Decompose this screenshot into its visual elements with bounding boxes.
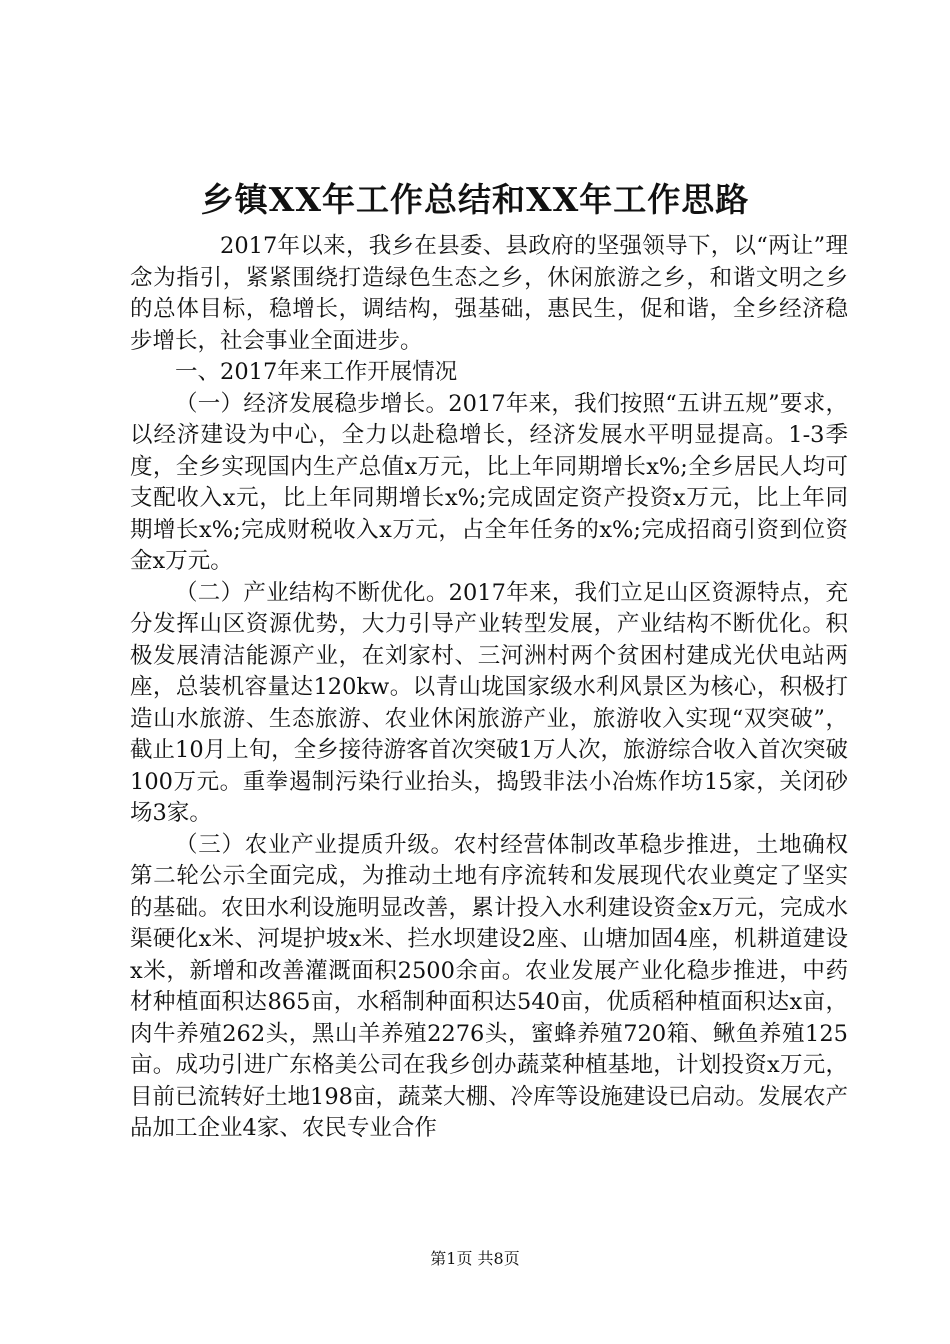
intro-paragraph: 2017年以来，我乡在县委、县政府的坚强领导下，以“两让”理念为指引，紧紧围绕打造绿色生态之乡，休闲旅游之乡，和谐文明之乡的总体目标，稳增长，调结构，强基础，惠民生，促和谐，全乡经济稳步增长，社会事业全面进步。 [130,233,848,354]
document-title: 乡镇XX年工作总结和XX年工作思路 [200,180,750,219]
document-body [130,231,848,1145]
section-heading: 一、2017年来工作开展情况 [175,359,458,385]
page-footer: 第1页 共8页 [430,1249,520,1268]
paragraph-industry: （二）产业结构不断优化。2017年来，我们立足山区资源特点，充分发挥山区资源优势，大力引导产业转型发展，产业结构不断优化。积极发展清洁能源产业，在刘家村、三河洲村两个贫困村建成光伏电站两座，总装机容量达120kw。以青山垅国家级水利风景区为核心，积极打造山水旅游、生态旅游、农业休闲旅游产业，旅游收入实现“双突破”，截止10月上旬，全乡接待游客首次突破1万人次，旅游综合收入首次突破100万元。重拳遏制污染行业抬头，捣毁非法小冶炼作坊15家，关闭砂场3家。 [130,579,848,826]
paragraph-economy: （一）经济发展稳步增长。2017年来，我们按照“五讲五规”要求，以经济建设为中心，全力以赴稳增长，经济发展水平明显提高。1-3季度，全乡实现国内生产总值x万元，比上年同期增长x%;全乡居民人均可支配收入x元，比上年同期增长x%;完成固定资产投资x万元，比上年同期增长x%;完成财税收入x万元，占全年任务的x%;完成招商引资到位资金x万元。 [130,390,848,574]
paragraph-agriculture: （三）农业产业提质升级。农村经营体制改革稳步推进，土地确权第二轮公示全面完成，为推动土地有序流转和发展现代农业奠定了坚实的基础。农田水利设施明显改善，累计投入水利建设资金x万元，完成水渠硬化x米、河堤护坡x米、拦水坝建设2座、山塘加固4座，机耕道建设x米，新增和改善灌溉面积2500余亩。农业发展产业化稳步推进，中药材种植面积达865亩，水稻制种面积达540亩，优质稻种植面积达x亩，肉牛养殖262头，黑山羊养殖2276头，蜜蜂养殖720箱、鳅鱼养殖125亩。成功引进广东格美公司在我乡创办蔬菜种植基地，计划投资x万元，目前已流转好土地198亩，蔬菜大棚、冷库等设施建设已启动。发展农产品加工企业4家、农民专业合作 [130,831,848,1141]
